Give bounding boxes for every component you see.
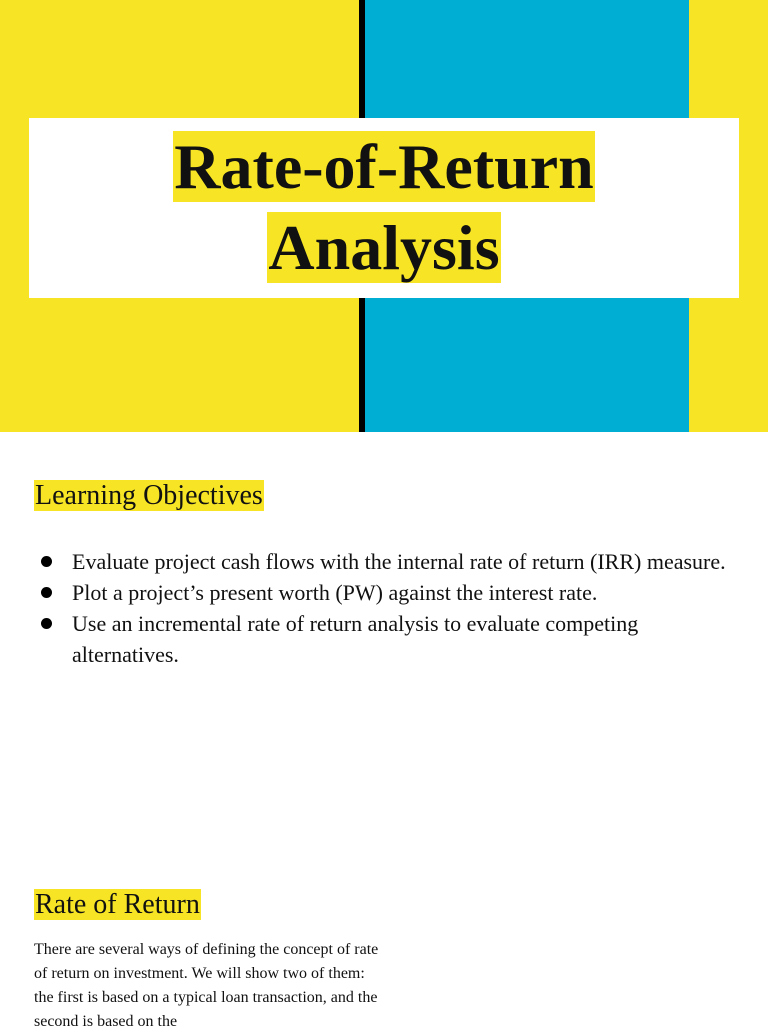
title-card	[29, 118, 739, 298]
rate-of-return-heading	[34, 887, 201, 923]
title-text-1: Rate-of-Return	[174, 131, 594, 202]
rate-of-return-paragraph: There are several ways of defining the concept of rate of return on investment. We will show two of them: the first is based on a typical loan transaction, and the second is based on the	[34, 941, 379, 1030]
rate-of-return-heading-text: Rate of Return	[35, 889, 200, 920]
title-text-2: Analysis	[268, 212, 500, 283]
learning-objectives-heading-text: Learning Objectives	[35, 480, 263, 511]
list-item	[34, 546, 734, 577]
title-line-1	[29, 127, 739, 207]
list-item-text: Plot a project’s present worth (PW) against the interest rate.	[72, 580, 598, 605]
bullet-dot-icon	[41, 587, 52, 598]
list-item	[34, 577, 734, 608]
learning-objectives-heading	[34, 478, 264, 514]
list-item-text: Evaluate project cash flows with the internal rate of return (IRR) measure.	[72, 549, 726, 574]
objectives-list	[34, 546, 734, 670]
bullet-dot-icon	[41, 556, 52, 567]
list-item-text: Use an incremental rate of return analysis to evaluate competing alternatives.	[72, 611, 639, 667]
title-banner	[0, 0, 768, 432]
list-item	[34, 608, 734, 670]
title-line-2	[29, 208, 739, 288]
bullet-dot-icon	[41, 618, 52, 629]
